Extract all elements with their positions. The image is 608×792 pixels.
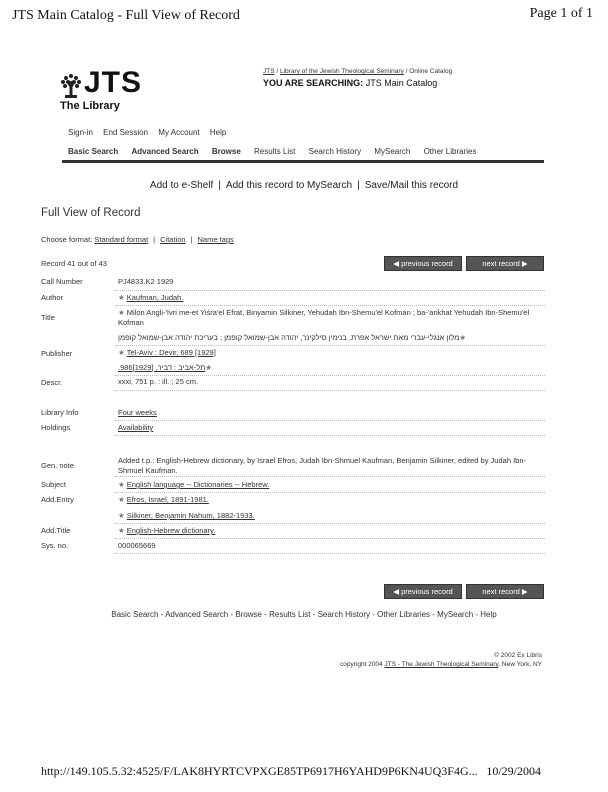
breadcrumb-current: / Online Catalog (403, 68, 453, 75)
previous-record-button[interactable]: ◀ previous record (384, 256, 462, 271)
logo-subtitle: The Library (60, 100, 120, 112)
copyright-suffix: , New York, NY (498, 661, 542, 668)
page-title: Full View of Record (41, 207, 141, 219)
actions-sep: | (357, 180, 360, 191)
field-add-entry-1 (118, 495, 548, 505)
nav-advanced-search[interactable]: Advanced Search (131, 147, 199, 156)
previous-record-button-bottom[interactable]: ◀ previous record (384, 584, 462, 599)
star-icon: ★ (459, 333, 467, 342)
row-divider (115, 553, 545, 554)
row-divider (115, 435, 545, 436)
star-icon: ★ (118, 293, 125, 302)
publisher-hebrew-link[interactable]: תל-אביב : דביר, [1929]986. (118, 363, 206, 372)
field-label-add-entry: Add.Entry (41, 495, 74, 504)
field-title-hebrew (118, 333, 518, 343)
field-call-number: PJ4833.K2 1929 (118, 277, 174, 286)
field-label-add-title: Add.Title (41, 526, 71, 535)
field-label-publisher: Publisher (41, 349, 73, 358)
breadcrumb-library-link[interactable]: Library of the Jewish Theological Seminary (279, 68, 404, 75)
field-label-library-info: Library Info (41, 408, 79, 417)
footer-nav[interactable]: Basic Search - Advanced Search - Browse - Results List - Search History - Other Libraries - MySearch - Help (111, 610, 497, 619)
field-publisher-hebrew (118, 363, 214, 373)
format-citation-link[interactable]: Citation (160, 235, 186, 244)
add-to-eshelf-link[interactable]: Add to e-Shelf (149, 180, 214, 191)
logo-text: JTS (84, 66, 143, 99)
print-page-number: Page 1 of 1 (529, 6, 593, 21)
star-icon: ★ (118, 480, 125, 489)
row-divider (115, 345, 545, 346)
jts-copyright (340, 661, 542, 668)
add-entry-link-1[interactable]: Efros, Israel, 1891-1981. (126, 495, 209, 504)
record-position: Record 41 out of 43 (41, 259, 107, 268)
field-subject (118, 480, 548, 490)
nav-other-libraries[interactable]: Other Libraries (423, 147, 477, 156)
row-divider (115, 420, 545, 421)
star-icon: ★ (205, 363, 212, 372)
format-sep: | (153, 235, 156, 244)
exlibris-copyright: © 2002 Ex Libris (494, 652, 542, 659)
star-icon: ★ (118, 308, 125, 317)
nav-my-account[interactable]: My Account (158, 128, 200, 137)
nav-basic-search[interactable]: Basic Search (68, 147, 119, 156)
row-divider (115, 390, 545, 391)
field-author (118, 293, 548, 303)
field-descr: xxxi, 751 p. : ill. ; 25 cm. (118, 377, 199, 386)
author-link[interactable]: Kaufman, Judah. (126, 293, 184, 302)
copyright-prefix: copyright 2004 (340, 661, 385, 668)
field-add-title (118, 526, 548, 536)
record-actions (0, 180, 608, 191)
star-icon: ★ (118, 495, 125, 504)
subject-link[interactable]: English language -- Dictionaries -- Hebrew. (126, 480, 270, 489)
format-standard-link[interactable]: Standard format (94, 235, 149, 244)
save-mail-link[interactable]: Save/Mail this record (364, 180, 459, 191)
row-divider (115, 305, 545, 306)
availability-link[interactable]: Availability (118, 423, 154, 432)
searching-value: JTS Main Catalog (365, 78, 438, 88)
main-nav (68, 147, 487, 156)
field-sys-no: 000065669 (118, 541, 156, 550)
breadcrumb-jts-link[interactable]: JTS (263, 68, 275, 75)
title-text: Milon Angli-'Ivri me-et Yiśra'el Efrat, Binyamin Silkiner, Yehudah Ibn-Shemu'el Kofman ; ba-'arikhat Yehudah Ibn-Shemu'el Kofman (118, 308, 530, 327)
nav-help[interactable]: Help (209, 128, 227, 137)
row-divider (115, 290, 545, 291)
field-title (118, 308, 548, 328)
star-icon: ★ (118, 511, 125, 520)
field-add-entry-2 (118, 511, 548, 521)
print-header-title: JTS Main Catalog - Full View of Record (12, 8, 240, 23)
field-publisher (118, 348, 548, 358)
add-title-link[interactable]: English-Hebrew dictionary. (126, 526, 216, 535)
add-entry-link-2[interactable]: Silkiner, Benjamin Nahum, 1882-1933. (126, 511, 255, 520)
nav-search-history[interactable]: Search History (308, 147, 362, 156)
print-footer-date: 10/29/2004 (486, 764, 541, 778)
account-nav (68, 128, 234, 137)
title-hebrew-text: מלון אנגלי-עברי מאת ישראל אפרת, בנימין סילקינר, יהודה אבן-שמואל קופמן ; בעריכת יהודה אבן-שמואל קופמן (118, 333, 460, 342)
nav-divider (62, 160, 544, 163)
field-label-call-number: Call Number (41, 277, 83, 286)
format-name-tags-link[interactable]: Name tags (197, 235, 234, 244)
nav-results-list[interactable]: Results List (254, 147, 296, 156)
row-divider (115, 476, 545, 477)
field-label-gen-note: Gen. note (41, 461, 74, 470)
nav-sign-in[interactable]: Sign-in (68, 128, 93, 137)
nav-end-session[interactable]: End Session (103, 128, 149, 137)
field-library-info (118, 408, 548, 418)
format-label: Choose format: (41, 235, 93, 244)
add-to-mysearch-link[interactable]: Add this record to MySearch (225, 180, 353, 191)
field-label-author: Author (41, 293, 64, 302)
field-gen-note: Added t.p.: English-Hebrew dictionary, by Israel Efros, Judah Ibn-Shmuel Kaufman, Benjamin Silkiner, edited by Judah Ibn-Shmuel Kaufman. (118, 456, 526, 475)
print-footer-url: http://149.105.5.32:4525/F/LAK8HYRTCVPXGE85TP6917H6YAHD9P6KN4UQ3F4G... (41, 764, 478, 778)
format-chooser (41, 235, 234, 244)
next-record-button-bottom[interactable]: next record ▶ (466, 584, 544, 599)
menorah-icon (60, 72, 82, 98)
actions-sep: | (218, 180, 221, 191)
publisher-link[interactable]: Tel-Aviv : Devir, 689 [1929] (126, 348, 216, 357)
field-label-holdings: Holdings (41, 423, 71, 432)
field-label-subject: Subject (41, 480, 67, 489)
field-holdings (118, 423, 548, 433)
field-label-title: Title (41, 313, 55, 322)
format-sep: | (190, 235, 193, 244)
next-record-button[interactable]: next record ▶ (466, 256, 544, 271)
field-label-sys-no: Sys. no. (41, 541, 69, 550)
searching-indicator (263, 78, 437, 88)
nav-browse[interactable]: Browse (211, 147, 241, 156)
star-icon: ★ (118, 526, 125, 535)
row-divider (115, 492, 545, 493)
searching-label: YOU ARE SEARCHING: (263, 78, 364, 88)
star-icon: ★ (118, 348, 125, 357)
row-divider (115, 523, 545, 524)
row-divider (115, 375, 545, 376)
jts-seminary-link[interactable]: JTS - The Jewish Theological Seminary (384, 661, 499, 668)
nav-mysearch[interactable]: MySearch (374, 147, 411, 156)
row-divider (115, 538, 545, 539)
field-label-descr: Descr. (41, 378, 63, 387)
breadcrumb (263, 68, 452, 75)
breadcrumb-sep: / (274, 68, 280, 75)
library-info-link[interactable]: Four weeks (118, 408, 157, 417)
